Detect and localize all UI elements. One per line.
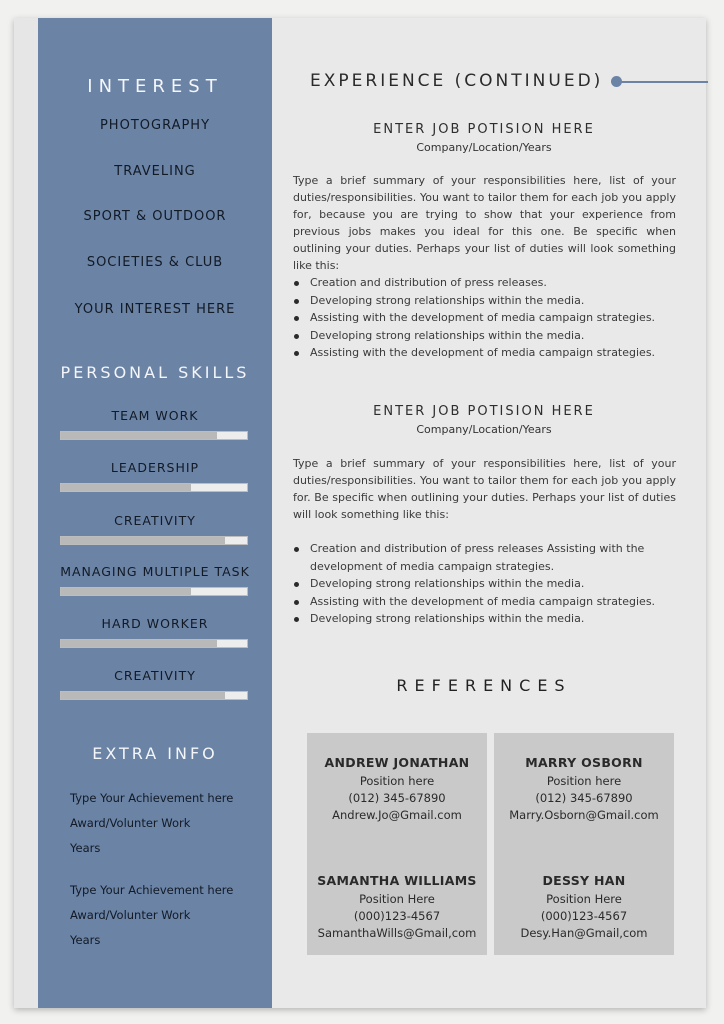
reference-phone: (000)123-4567 [540, 909, 628, 923]
list-item: Developing strong relationships within the media. [293, 575, 676, 593]
reference-position: Position here [359, 774, 435, 788]
list-item: Assisting with the development of media campaign strategies. [293, 344, 676, 362]
duties-list [293, 540, 676, 628]
skill-label: TEAM WORK [111, 408, 199, 423]
interest-item: TRAVELING [114, 164, 196, 179]
skill-bar [60, 431, 248, 440]
skill-label: CREATIVITY [114, 668, 196, 683]
extra-info-heading: EXTRA INFO [92, 744, 218, 763]
skill-bar [60, 587, 248, 596]
section-title: EXPERIENCE (CONTINUED) [310, 71, 604, 91]
reference-position: Position Here [359, 892, 435, 906]
reference-phone: (012) 345-67890 [535, 791, 633, 805]
skill-bar-fill [61, 692, 225, 699]
extra-info-line: Award/Volunter Work [70, 908, 191, 922]
list-item: Developing strong relationships within the media. [293, 610, 676, 628]
list-item: Assisting with the development of media campaign strategies. [293, 593, 676, 611]
extra-info-line: Type Your Achievement here [70, 883, 234, 897]
personal-skills-heading: PERSONAL SKILLS [60, 363, 250, 382]
duties-list [293, 274, 676, 362]
skill-bar [60, 639, 248, 648]
reference-email: Marry.Osborn@Gmail.com [509, 808, 659, 822]
extra-info-line: Years [70, 933, 101, 947]
sidebar [38, 18, 272, 1008]
skill-bar [60, 536, 248, 545]
skill-bar-fill [61, 537, 225, 544]
job-title: ENTER JOB POTISION HERE [373, 404, 595, 419]
list-item: Developing strong relationships within the media. [293, 292, 676, 310]
reference-position: Position here [546, 774, 622, 788]
skill-label: MANAGING MULTIPLE TASK [60, 564, 250, 579]
interest-item: YOUR INTEREST HERE [74, 302, 236, 317]
reference-phone: (012) 345-67890 [348, 791, 446, 805]
extra-info-line: Type Your Achievement here [70, 791, 234, 805]
reference-name: SAMANTHA WILLIAMS [317, 873, 477, 888]
skill-bar-fill [61, 588, 191, 595]
title-line-ornament [620, 81, 708, 83]
skill-bar-fill [61, 640, 217, 647]
reference-card [494, 733, 674, 955]
job-summary: Type a brief summary of your responsibilities here, list of your duties/responsibilities. You want to tailor them for each job you apply for. Be specific when outlining your duties. Perhaps your list of duties will look something like this: [293, 457, 676, 521]
reference-position: Position Here [546, 892, 622, 906]
skill-bar-fill [61, 484, 191, 491]
list-item: Developing strong relationships within the media. [293, 327, 676, 345]
list-item: Assisting with the development of media campaign strategies. [293, 309, 676, 327]
reference-name: DESSY HAN [542, 873, 626, 888]
skill-bar [60, 483, 248, 492]
reference-entry [494, 755, 674, 824]
skill-label: CREATIVITY [114, 513, 196, 528]
interest-item: PHOTOGRAPHY [99, 118, 211, 133]
reference-entry [307, 755, 487, 824]
extra-info-line: Award/Volunter Work [70, 816, 191, 830]
reference-email: Andrew.Jo@Gmail.com [332, 808, 462, 822]
job-subtitle: Company/Location/Years [416, 141, 552, 154]
skill-label: LEADERSHIP [110, 460, 200, 475]
reference-entry [307, 873, 487, 942]
job-summary: Type a brief summary of your responsibilities here, list of your duties/responsibilities. You want to tailor them for each job you apply for, because you are trying to show that your experience from previous jobs makes you ideal for this one. Be specific when outlining your duties. Perhaps your list of duties will look something like this: [293, 174, 676, 272]
reference-email: Desy.Han@Gmail,com [520, 926, 648, 940]
reference-card [307, 733, 487, 955]
reference-phone: (000)123-4567 [353, 909, 441, 923]
reference-entry [494, 873, 674, 942]
job-subtitle: Company/Location/Years [416, 423, 552, 436]
skill-label: HARD WORKER [101, 616, 209, 631]
list-item: Creation and distribution of press releases Assisting with the development of media campaign strategies. [293, 540, 676, 575]
references-heading: REFERENCES [396, 676, 572, 695]
reference-email: SamanthaWills@Gmail,com [317, 926, 477, 940]
interest-item: SOCIETIES & CLUB [86, 255, 224, 270]
extra-info-line: Years [70, 841, 101, 855]
reference-name: MARRY OSBORN [525, 755, 643, 770]
interest-item: SPORT & OUTDOOR [83, 209, 227, 224]
reference-name: ANDREW JONATHAN [324, 755, 470, 770]
skill-bar-fill [61, 432, 217, 439]
left-margin-band [14, 18, 38, 1008]
list-item: Creation and distribution of press releases. [293, 274, 676, 292]
skill-bar [60, 691, 248, 700]
job-title: ENTER JOB POTISION HERE [373, 122, 595, 137]
interest-heading: INTEREST [87, 76, 223, 97]
